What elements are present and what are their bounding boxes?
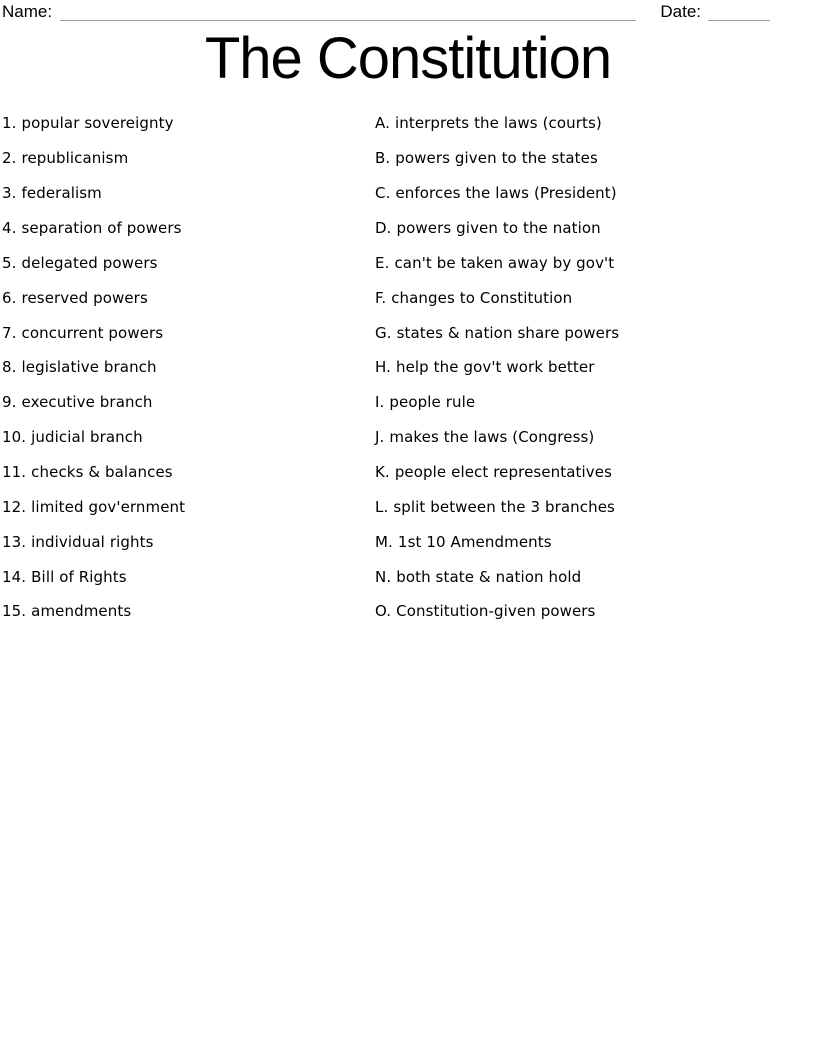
definition-text: makes the laws (Congress) — [389, 428, 595, 447]
definition-item — [375, 106, 805, 141]
definition-letter: C. — [375, 184, 391, 203]
definition-item — [375, 489, 805, 524]
definition-item — [375, 524, 805, 559]
date-blank-line — [708, 17, 770, 21]
term-item — [2, 420, 362, 455]
terms-list — [2, 106, 362, 629]
term-item — [2, 385, 362, 420]
page-title: The Constitution — [204, 26, 612, 91]
definition-item — [375, 211, 805, 246]
term-item — [2, 455, 362, 490]
term-number: 9. — [2, 393, 17, 412]
term-number: 7. — [2, 323, 17, 342]
definition-text: can't be taken away by gov't — [394, 253, 615, 272]
term-text: separation of powers — [21, 219, 182, 237]
term-item — [2, 106, 362, 141]
term-number: 6. — [2, 288, 17, 307]
worksheet-page — [0, 2, 816, 1058]
definition-text: changes to Constitution — [391, 288, 573, 307]
definition-text: Constitution-given powers — [396, 602, 596, 621]
term-number: 10. — [2, 428, 27, 447]
definition-item — [375, 385, 805, 420]
term-text: executive branch — [21, 393, 153, 412]
worksheet-header — [2, 2, 770, 22]
definition-item — [375, 141, 805, 176]
definition-item — [375, 315, 805, 350]
term-number: 1. — [2, 114, 17, 133]
term-text: limited gov'ernment — [31, 497, 186, 516]
term-text: judicial branch — [31, 428, 143, 447]
definition-letter: E. — [375, 253, 390, 272]
definition-letter: D. — [375, 219, 392, 237]
definition-letter: A. — [375, 114, 390, 133]
term-item — [2, 594, 362, 629]
definition-text: people elect representatives — [394, 463, 612, 482]
term-number: 5. — [2, 253, 17, 272]
term-number: 8. — [2, 358, 17, 377]
definition-letter: O. — [375, 602, 392, 621]
definition-text: states & nation share powers — [396, 323, 620, 342]
date-label: Date: — [660, 2, 701, 21]
definition-item — [375, 594, 805, 629]
term-item — [2, 315, 362, 350]
term-text: republicanism — [21, 149, 129, 168]
term-number: 3. — [2, 184, 17, 203]
term-item — [2, 280, 362, 315]
definition-text: 1st 10 Amendments — [397, 532, 552, 551]
definition-text: powers given to the nation — [396, 219, 601, 237]
term-text: federalism — [21, 184, 102, 203]
definition-letter: J. — [375, 428, 385, 447]
definition-letter: M. — [375, 532, 393, 551]
definition-item — [375, 350, 805, 385]
term-text: reserved powers — [21, 288, 148, 307]
definition-letter: F. — [375, 288, 387, 307]
definition-letter: N. — [375, 567, 392, 586]
definition-item — [375, 455, 805, 490]
term-item — [2, 245, 362, 280]
term-text: concurrent powers — [21, 323, 164, 342]
definition-letter: L. — [375, 497, 389, 516]
definition-item — [375, 559, 805, 594]
definition-letter: I. — [375, 393, 385, 412]
definition-text: both state & nation hold — [396, 567, 582, 586]
term-number: 14. — [2, 567, 27, 586]
definition-text: help the gov't work better — [395, 358, 595, 377]
definition-text: interprets the laws (courts) — [394, 114, 602, 133]
term-number: 11. — [2, 463, 27, 482]
definition-text: powers given to the states — [395, 149, 598, 168]
definition-item — [375, 280, 805, 315]
definitions-list — [375, 106, 805, 629]
term-number: 4. — [2, 219, 17, 237]
term-text: individual rights — [31, 532, 154, 551]
term-text: checks & balances — [31, 463, 173, 482]
term-text: delegated powers — [21, 253, 158, 272]
definition-item — [375, 245, 805, 280]
name-blank-line — [60, 17, 636, 21]
term-item — [2, 350, 362, 385]
term-text: amendments — [31, 602, 132, 621]
term-number: 15. — [2, 602, 27, 621]
definition-item — [375, 176, 805, 211]
definition-letter: B. — [375, 149, 391, 168]
term-number: 2. — [2, 149, 17, 168]
definition-item — [375, 420, 805, 455]
term-number: 13. — [2, 532, 27, 551]
term-item — [2, 524, 362, 559]
term-item — [2, 559, 362, 594]
term-item — [2, 489, 362, 524]
term-item — [2, 141, 362, 176]
term-text: legislative branch — [21, 358, 157, 377]
definition-letter: K. — [375, 463, 390, 482]
definition-text: split between the 3 branches — [393, 497, 615, 516]
term-text: Bill of Rights — [31, 567, 127, 586]
name-label: Name: — [2, 2, 53, 21]
definition-letter: G. — [375, 323, 392, 342]
term-item — [2, 176, 362, 211]
definition-letter: H. — [375, 358, 391, 377]
term-text: popular sovereignty — [21, 114, 174, 133]
term-item — [2, 211, 362, 246]
definition-text: enforces the laws (President) — [395, 184, 617, 203]
definition-text: people rule — [389, 393, 476, 412]
term-number: 12. — [2, 497, 27, 516]
